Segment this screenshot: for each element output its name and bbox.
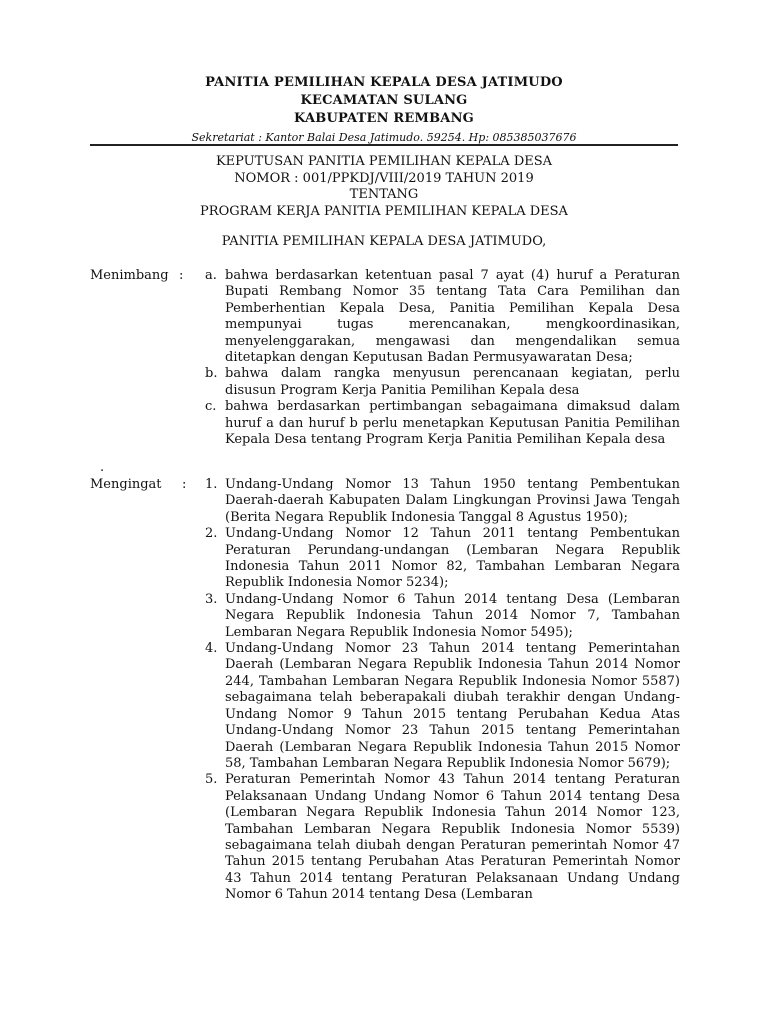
- letterhead-committee: PANITIA PEMILIHAN KEPALA DESA JATIMUDO: [205, 75, 563, 90]
- decision-title: KEPUTUSAN PANITIA PEMILIHAN KEPALA DESA: [215, 154, 553, 169]
- letterhead: [0, 74, 768, 146]
- item-marker: 4.: [205, 641, 218, 657]
- decision-about: TENTANG: [349, 187, 419, 202]
- list-item: [205, 366, 680, 399]
- item-marker: 3.: [205, 591, 218, 607]
- mengingat-list: [205, 477, 680, 904]
- decision-issuer: PANITIA PEMILIHAN KEPALA DESA JATIMUDO,: [221, 234, 547, 249]
- item-text: Peraturan Pemerintah Nomor 43 Tahun 2014 tentang Peraturan Pelaksanaan Undang Undang Nomor 6 Tahun 2014 tentang Desa (Lembaran Negara Republik Indonesia Tahun 2014 Nomor 123, Tambahan Lembaran Negara Republik Indonesia Nomor 5539) sebagaimana telah diubah dengan Peraturan pemerintah Nomor 47 Tahun 2015 tentang Perubahan Atas Peraturan Pemerintah Nomor 43 Tahun 2014 tentang Peraturan Pelaksanaan Undang Undang Nomor 6 Tahun 2014 tentang Desa (Lembaran: [225, 772, 680, 903]
- letterhead-secretariat: Sekretariat : Kantor Balai Desa Jatimudo. 59254. Hp: 085385037676: [191, 131, 577, 144]
- item-marker: b.: [205, 366, 218, 382]
- item-marker: a.: [205, 268, 217, 283]
- list-item: [205, 477, 680, 526]
- decision-heading: [0, 154, 768, 220]
- item-marker: 5.: [205, 772, 218, 788]
- menimbang-colon: :: [179, 268, 184, 283]
- letterhead-regency: KABUPATEN REMBANG: [294, 111, 474, 126]
- list-item: [205, 772, 680, 903]
- item-text: Undang-Undang Nomor 23 Tahun 2014 tentang Pemerintahan Daerah (Lembaran Negara Republik Indonesia Tahun 2014 Nomor 244, Tambahan Lembaran Negara Republik Indonesia Nomor 5587) sebagaimana telah beberapakali diubah terakhir dengan Undang-Undang Nomor 9 Tahun 2015 tentang Perubahan Kedua Atas Undang-Undang Nomor 23 Tahun 2015 tentang Pemerintahan Daerah (Lembaran Negara Republik Indonesia Tahun 2015 Nomor 58, Tambahan Lembaran Negara Republik Indonesia Nomor 5679);: [225, 641, 680, 771]
- letterhead-district: KECAMATAN SULANG: [300, 93, 468, 108]
- mengingat-label: Mengingat: [90, 477, 162, 492]
- item-marker: 1.: [205, 477, 218, 492]
- item-marker: 2.: [205, 526, 218, 542]
- mengingat-colon: :: [182, 477, 187, 492]
- item-text: Undang-Undang Nomor 6 Tahun 2014 tentang Desa (Lembaran Negara Republik Indonesia Tahun 2014 Nomor 7, Tambahan Lembaran Negara Republik Indonesia Nomor 5495);: [225, 591, 680, 640]
- letterhead-divider: [90, 144, 678, 146]
- item-text: Undang-Undang Nomor 13 Tahun 1950 tentang Pembentukan Daerah-daerah Kabupaten Dalam Lingkungan Provinsi Jawa Tengah (Berita Negara Republik Indonesia Tanggal 8 Agustus 1950);: [225, 477, 680, 525]
- list-item: [205, 641, 680, 772]
- item-marker: c.: [205, 399, 217, 415]
- item-text: Undang-Undang Nomor 12 Tahun 2011 tentang Pembentukan Peraturan Perundang-undangan (Lembaran Negara Republik Indonesia Tahun 2011 Nomor 82, Tambahan Lembaran Negara Republik Indonesia Nomor 5234);: [225, 526, 680, 591]
- list-item: [205, 399, 680, 448]
- list-item: [205, 526, 680, 592]
- menimbang-label: Menimbang: [90, 268, 169, 283]
- menimbang-list: [205, 268, 680, 448]
- decision-number: NOMOR : 001/PPKDJ/VIII/2019 TAHUN 2019: [234, 170, 534, 186]
- item-text: bahwa berdasarkan ketentuan pasal 7 ayat (4) huruf a Peraturan Bupati Rembang Nomor 35 tentang Tata Cara Pemilihan dan Pemberhentian Kepala Desa, Panitia Pemilihan Kepala Desa mempunyai tugas merencanakan, mengkoordinasikan, menyelenggarakan, mengawasi dan mengendalikan semua ditetapkan dengan Keputusan Badan Permusyawaratan Desa;: [225, 268, 680, 366]
- item-text: bahwa berdasarkan pertimbangan sebagaimana dimaksud dalam huruf a dan huruf b perlu menetapkan Keputusan Panitia Pemilihan Kepala Desa tentang Program Kerja Panitia Pemilihan Kepala desa: [225, 399, 680, 448]
- list-item: [205, 592, 680, 641]
- list-item: [205, 268, 680, 366]
- item-text: bahwa dalam rangka menyusun perencanaan kegiatan, perlu disusun Program Kerja Panitia Pemilihan Kepala desa: [225, 366, 680, 398]
- decision-subject: PROGRAM KERJA PANITIA PEMILIHAN KEPALA DESA: [200, 203, 568, 219]
- stray-dot: .: [100, 460, 105, 475]
